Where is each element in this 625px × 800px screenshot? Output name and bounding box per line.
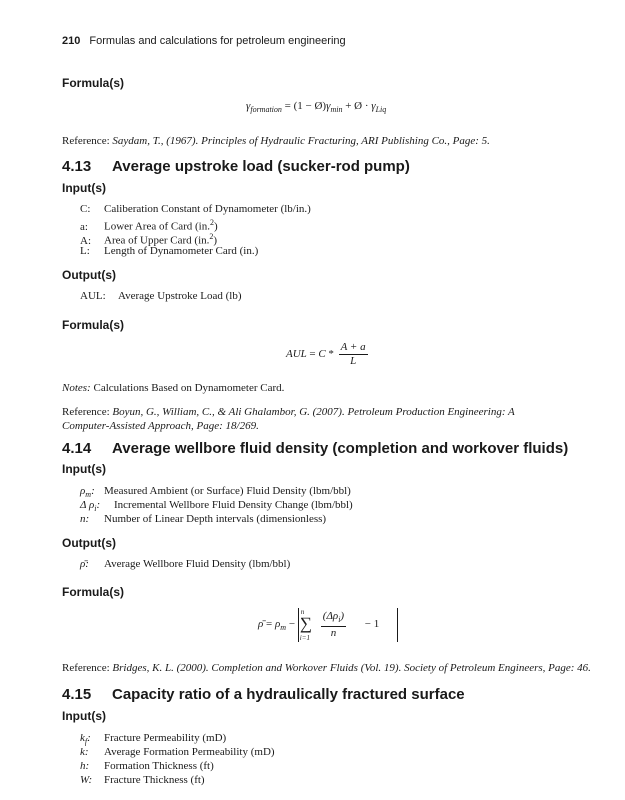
formula-heading: Formula(s) [62, 76, 125, 90]
inputs-heading: Input(s) [62, 462, 106, 476]
input-row: A: Area of Upper Card (in.$^2$) [80, 232, 218, 247]
output-row: AUL: Average Upstroke Load (lb) [80, 290, 242, 302]
formula-heading: Formula(s) [62, 318, 125, 332]
notes: Notes: Calculations Based on Dynamometer Card. [62, 382, 285, 394]
section-heading: 4.15 Capacity ratio of a hydraulically fractured surface [62, 686, 465, 703]
section-heading: 4.13 Average upstroke load (sucker-rod pump) [62, 158, 410, 175]
formation-formula: $\gamma_{formation} = (1$ − $Ø)\gamma_{min}$ + Ø · $\gamma_{Liq}$ [246, 100, 387, 115]
formula-heading: Formula(s) [62, 585, 125, 599]
reference: Reference: Saydam, T., (1967). Principles of Hydraulic Fracturing, ARI Publishing Co., Page: 5. [62, 135, 490, 147]
input-row: Δ $\rho_i$: Incremental Wellbore Fluid Density Change (lbm/bbl) [80, 499, 353, 514]
input-row: W: Fracture Thickness (ft) [80, 774, 205, 786]
input-row: $k_f$: Fracture Permeability (mD) [80, 732, 227, 747]
density-formula: ρ̄ = $\rho_m$ − n ∑ i=1 $\frac{(\Delta\rho_i)}{n}$ − 1 [258, 608, 398, 648]
reference: Reference: Bridges, K. L. (2000). Completion and Workover Fluids (Vol. 19). Society of Petroleum Engineers, Page: 46. [62, 662, 591, 674]
output-row: ρ̄: Average Wellbore Fluid Density (lbm/bbl) [80, 558, 291, 570]
input-row: k: Average Formation Permeability (mD) [80, 746, 275, 758]
outputs-heading: Output(s) [62, 536, 116, 550]
inputs-heading: Input(s) [62, 181, 106, 195]
aul-formula: AUL = C * $\frac{A + a}{L}$ [286, 341, 366, 367]
inputs-heading: Input(s) [62, 709, 106, 723]
input-row: h: Formation Thickness (ft) [80, 760, 214, 772]
running-header [62, 35, 346, 47]
input-row: L: Length of Dynamometer Card (in.) [80, 245, 259, 257]
input-row: $\rho_m$: Measured Ambient (or Surface) Fluid Density (lbm/bbl) [80, 485, 351, 500]
input-row: a: Lower Area of Card (in.$^2$) [80, 218, 218, 233]
section-heading: 4.14 Average wellbore fluid density (completion and workover fluids) [62, 440, 569, 457]
reference: Reference: Boyun, G., William, C., & Ali Ghalambor, G. (2007). Petroleum Production Engineering: A Computer-Assisted Approach, Page: 18/269. [62, 406, 515, 432]
page-number: 210 [62, 35, 81, 47]
input-row: C: Caliberation Constant of Dynamometer (lb/in.) [80, 203, 311, 215]
book-title: Formulas and calculations for petroleum engineering [89, 35, 346, 47]
outputs-heading: Output(s) [62, 268, 116, 282]
input-row: n: Number of Linear Depth intervals (dimensionless) [80, 513, 327, 525]
